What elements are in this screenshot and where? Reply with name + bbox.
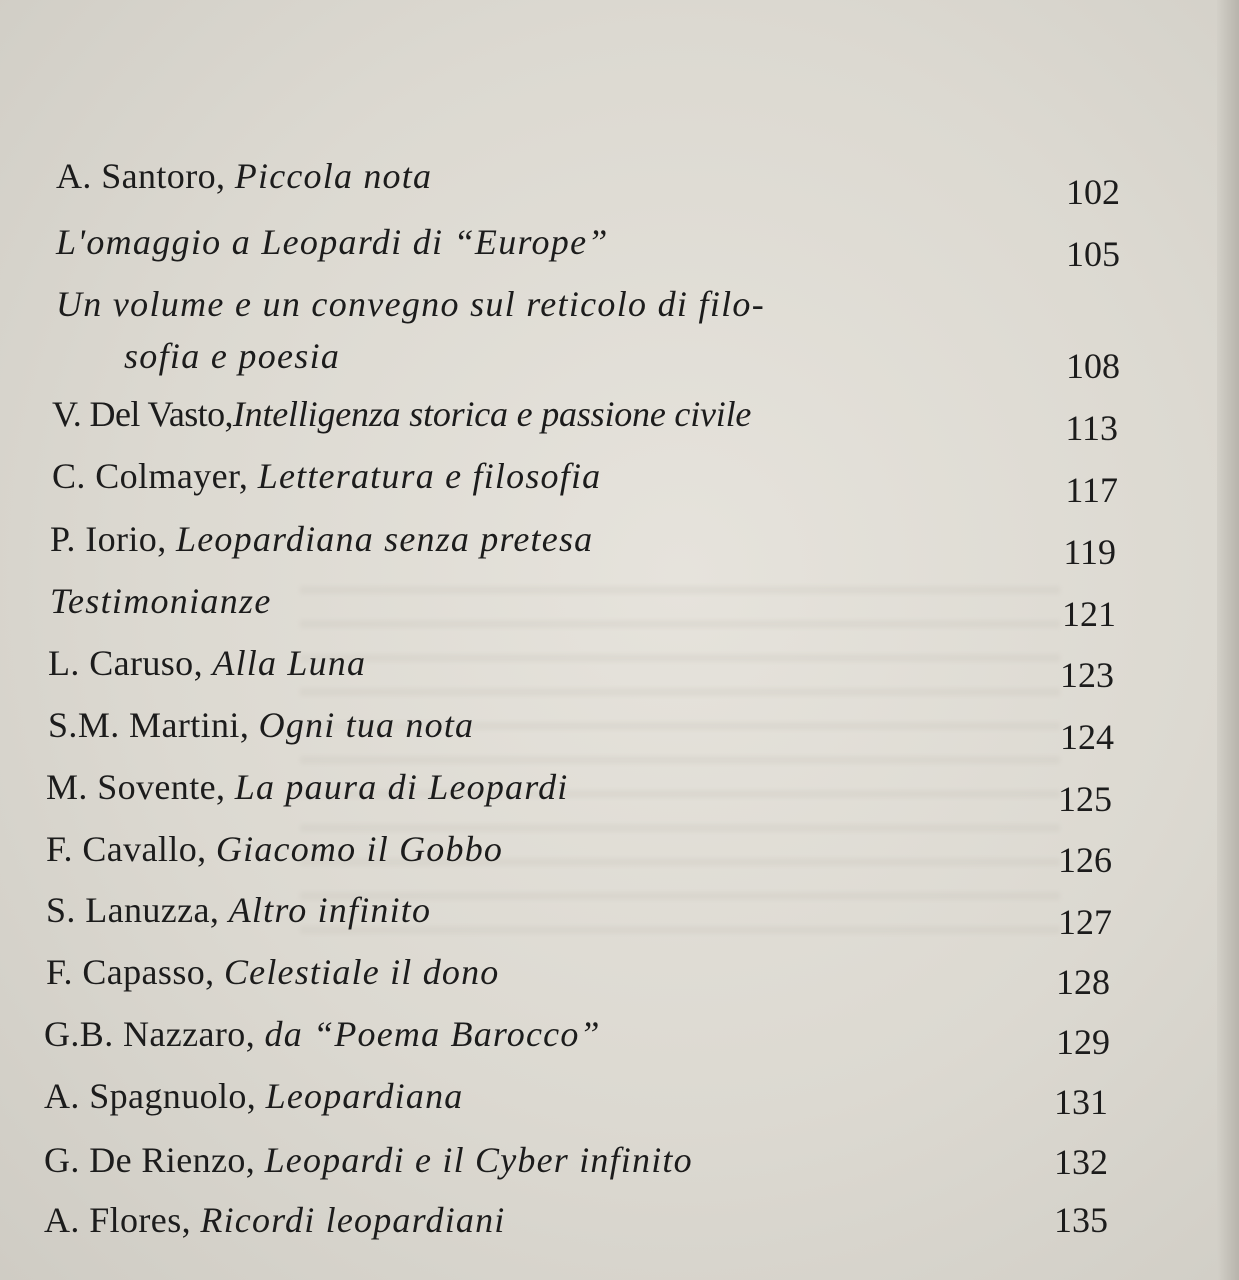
toc-entry (46, 767, 569, 807)
toc-entry (48, 705, 474, 745)
toc-entry (48, 643, 366, 683)
toc-title: Altro infinito (228, 890, 432, 930)
toc-author: G. De Rienzo, (44, 1140, 256, 1180)
toc-page-number: 132 (1054, 1142, 1108, 1182)
toc-entry (44, 1014, 601, 1054)
toc-entry (46, 952, 500, 992)
toc-entry (56, 284, 765, 376)
toc-entry (46, 890, 431, 930)
toc-author: M. Sovente, (46, 767, 226, 807)
toc-entry (50, 519, 593, 559)
toc-author: F. Cavallo, (46, 829, 207, 869)
toc-page-number: 131 (1054, 1082, 1108, 1122)
toc-title: Giacomo il Gobbo (215, 829, 504, 869)
toc-title: Intelligenza storica e passione civile (232, 394, 752, 434)
toc-entry (56, 156, 432, 196)
toc-author: P. Iorio, (50, 519, 167, 559)
toc-author: V. Del Vasto, (52, 394, 233, 434)
toc-page-number: 121 (1062, 594, 1116, 634)
toc-author: F. Capasso, (46, 952, 215, 992)
toc-entry (44, 1076, 464, 1116)
toc-title: Celestiale il dono (223, 952, 500, 992)
toc-author: A. Santoro, (56, 156, 226, 196)
toc-entry (56, 222, 609, 262)
toc-entry (46, 829, 503, 869)
toc-entry (44, 1140, 693, 1180)
toc-author: C. Colmayer, (52, 456, 249, 496)
toc-title: Un volume e un convegno sul reticolo di filo- (56, 284, 766, 324)
toc-author: A. Spagnuolo, (44, 1076, 257, 1116)
toc-title: Leopardi e il Cyber infinito (264, 1140, 693, 1180)
toc-page-number: 125 (1058, 779, 1112, 819)
toc-author: S. Lanuzza, (46, 890, 220, 930)
toc-title: L'omaggio a Leopardi di “Europe” (56, 222, 609, 262)
toc-author: S.M. Martini, (48, 705, 250, 745)
toc-entry (50, 581, 272, 621)
toc-author: G.B. Nazzaro, (44, 1014, 256, 1054)
toc-title: Letteratura e filosofia (257, 456, 602, 496)
toc-page-number: 102 (1066, 172, 1120, 212)
toc-title: La paura di Leopardi (234, 767, 569, 807)
toc-page-number: 113 (1065, 408, 1118, 448)
toc-title: Ogni tua nota (258, 705, 475, 745)
toc-title: Ricordi leopardiani (200, 1200, 506, 1240)
toc-page-number: 129 (1056, 1022, 1110, 1062)
toc-title: da “Poema Barocco” (264, 1014, 601, 1054)
toc-page-number: 127 (1058, 902, 1112, 942)
toc-title: Testimonianze (50, 581, 272, 621)
toc-page-number: 123 (1060, 655, 1114, 695)
toc-title-continuation: sofia e poesia (124, 336, 341, 376)
toc-title: Alla Luna (212, 643, 367, 683)
toc-page-number: 135 (1054, 1200, 1108, 1240)
toc-page-number: 119 (1063, 532, 1116, 572)
toc-title: Piccola nota (234, 156, 433, 196)
toc-entry (52, 456, 601, 496)
toc-entry (52, 394, 751, 434)
toc-title: Leopardiana senza pretesa (176, 519, 594, 559)
toc-title: Leopardiana (265, 1076, 464, 1116)
toc-page-number: 108 (1066, 346, 1120, 386)
toc-page-number: 117 (1065, 470, 1118, 510)
toc-entry (44, 1200, 506, 1240)
toc-page-number: 128 (1056, 962, 1110, 1002)
toc-author: A. Flores, (44, 1200, 191, 1240)
toc-page-number: 126 (1058, 840, 1112, 880)
toc-page-number: 124 (1060, 717, 1114, 757)
toc-page-number: 105 (1066, 234, 1120, 274)
toc-author: L. Caruso, (48, 643, 203, 683)
